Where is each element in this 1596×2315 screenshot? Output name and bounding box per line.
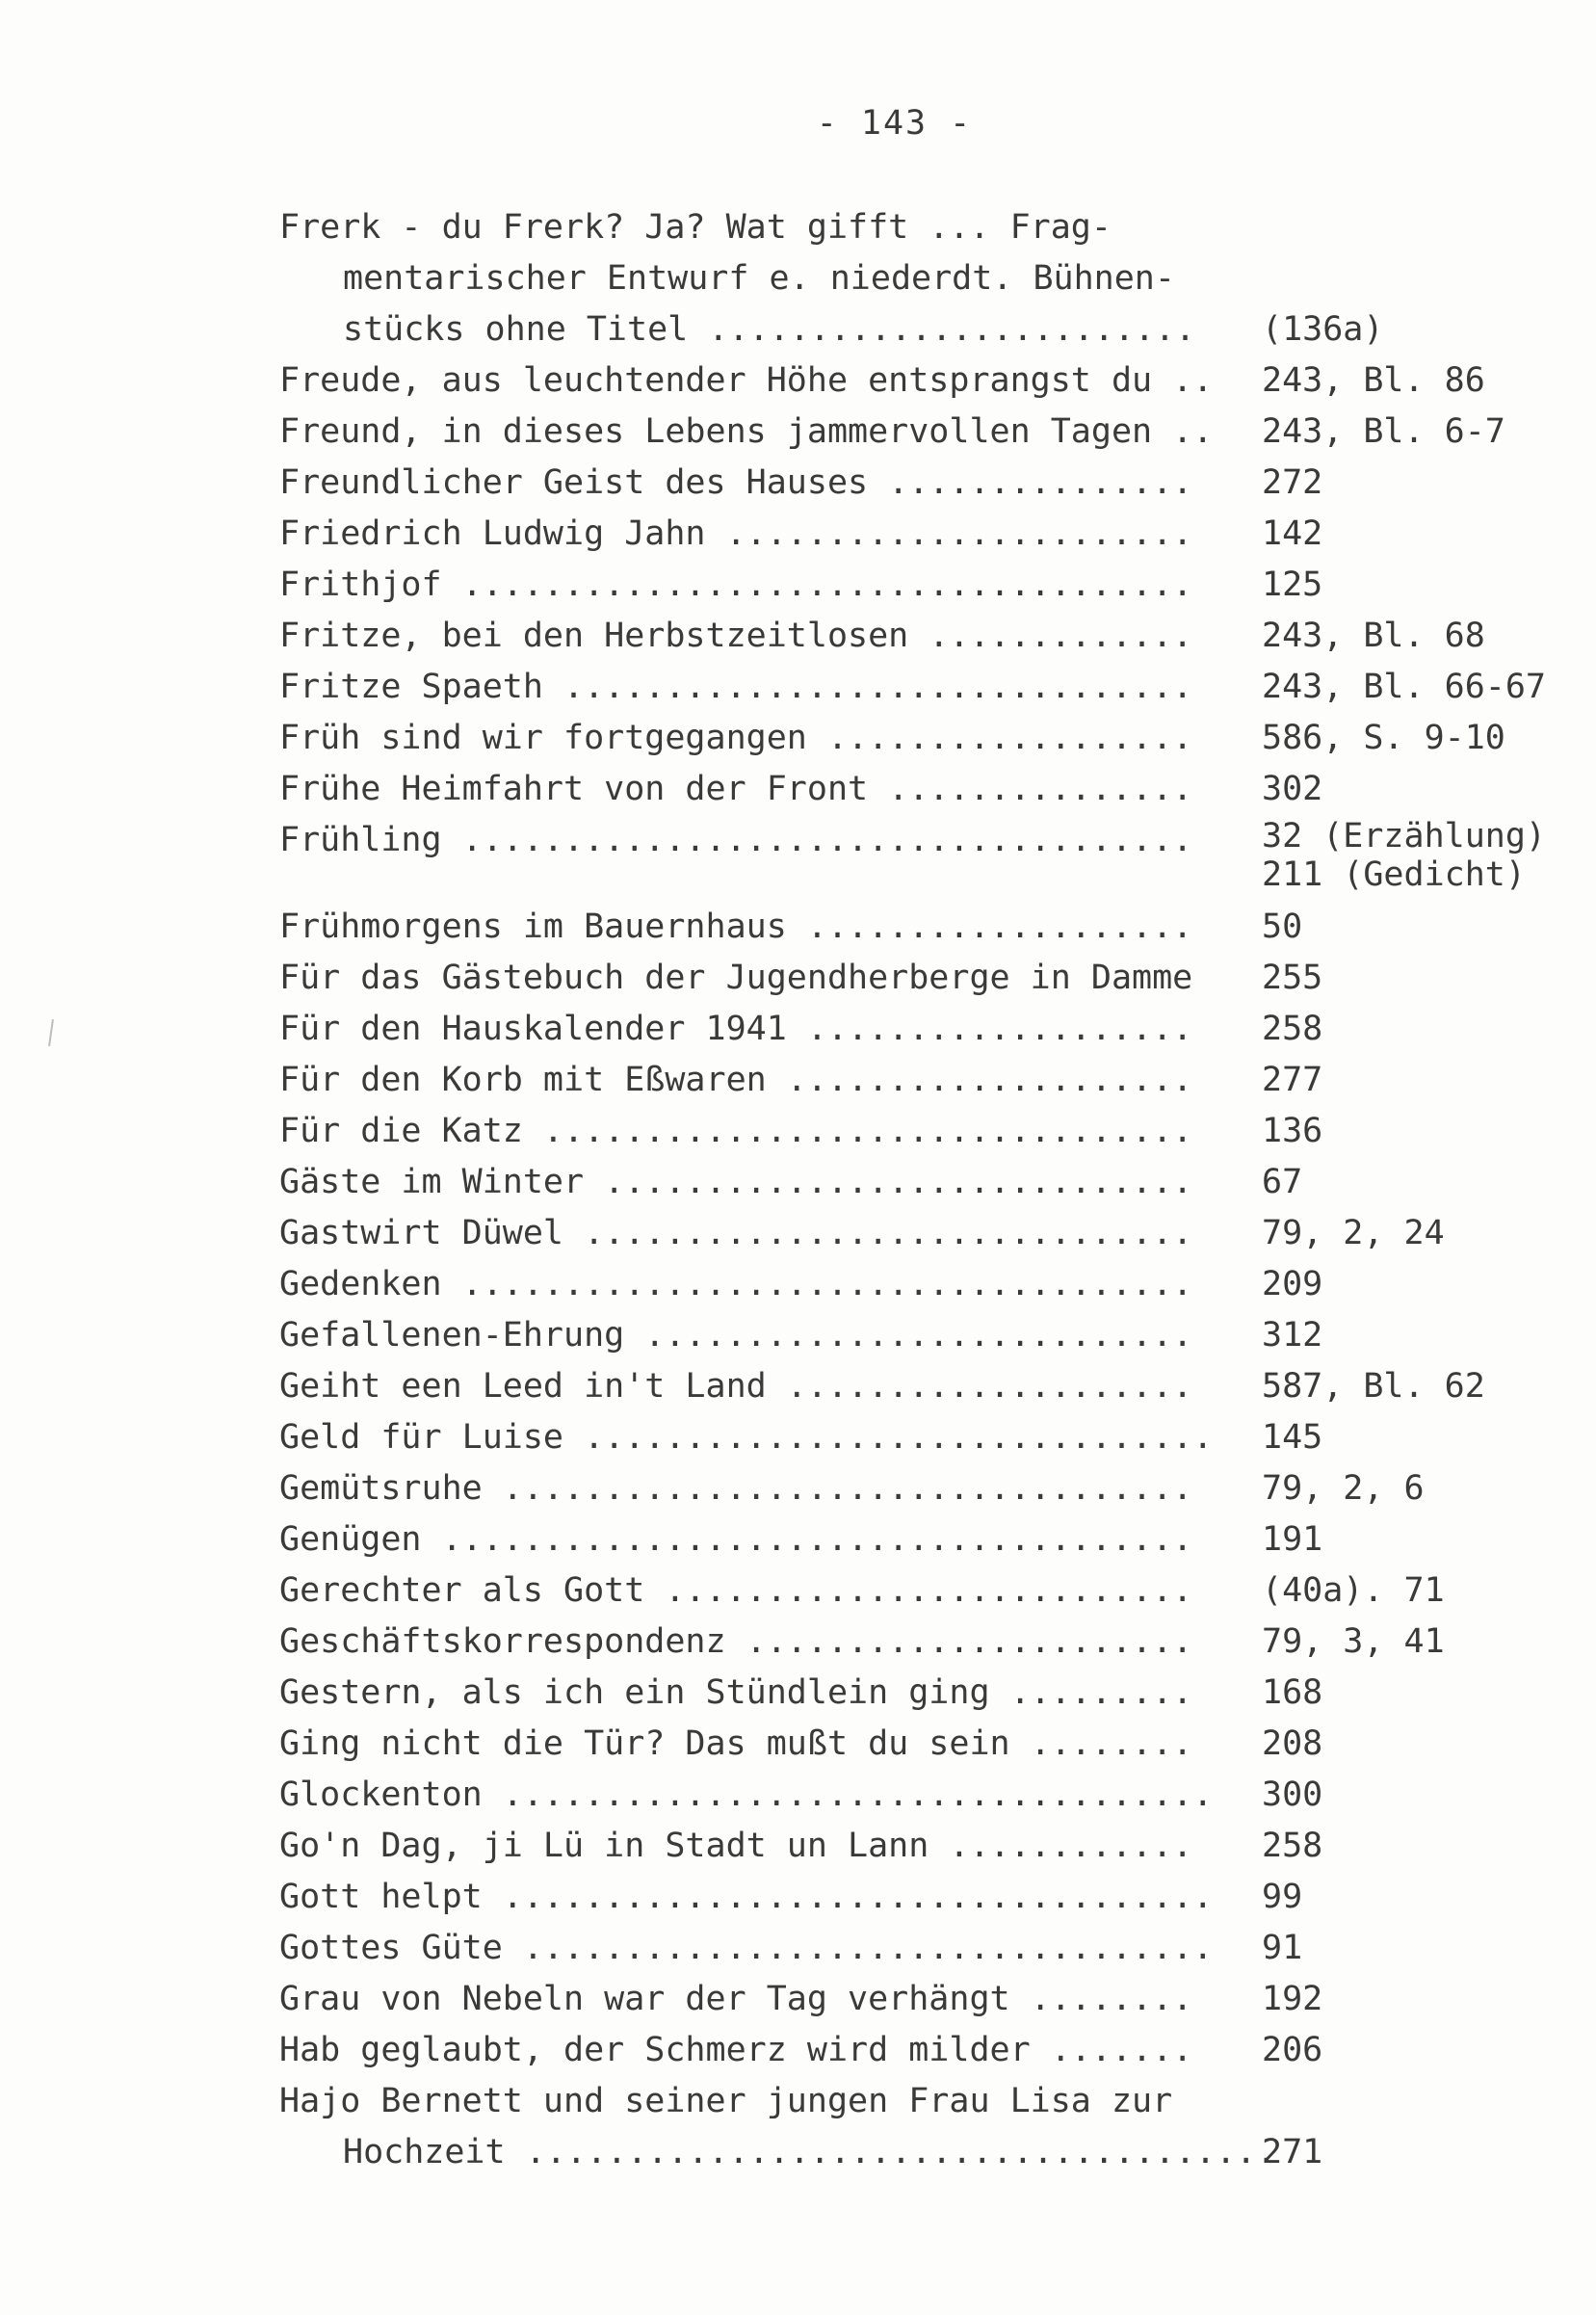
index-entry bbox=[279, 1361, 1570, 1412]
entry-reference-value: 168 bbox=[1262, 1673, 1323, 1712]
entry-title-line bbox=[279, 1923, 1570, 1974]
entry-reference bbox=[1262, 509, 1322, 560]
entry-title-line bbox=[279, 1514, 1570, 1565]
entry-title: Go'n Dag, ji Lü in Stadt un Lann ............ bbox=[279, 1827, 1193, 1865]
index-entry bbox=[279, 2025, 1570, 2076]
entry-reference-value: 79, 2, 24 bbox=[1262, 1214, 1445, 1252]
entry-continuation-line bbox=[279, 2127, 1570, 2178]
entry-reference bbox=[1262, 1004, 1322, 1055]
entry-reference-value: 243, Bl. 66-67 bbox=[1262, 668, 1547, 706]
entry-title-line bbox=[279, 1157, 1570, 1208]
entry-title: Für das Gästebuch der Jugendherberge in Damme bbox=[279, 959, 1193, 997]
entry-title: Frühe Heimfahrt von der Front ............... bbox=[279, 770, 1193, 808]
index-entry bbox=[279, 1310, 1570, 1361]
entry-reference bbox=[1262, 1617, 1445, 1668]
entry-reference bbox=[1262, 1310, 1322, 1361]
entry-title-line bbox=[279, 611, 1570, 662]
index-entry bbox=[279, 202, 1570, 355]
entry-reference-value: 79, 3, 41 bbox=[1262, 1622, 1445, 1661]
index-entry bbox=[279, 1974, 1570, 2025]
entry-title-line bbox=[279, 1361, 1570, 1412]
entry-reference bbox=[1262, 1157, 1302, 1208]
entry-title: Frühling .................................... bbox=[279, 821, 1193, 859]
entry-title-line bbox=[279, 355, 1570, 407]
entry-title-line bbox=[279, 560, 1570, 611]
entry-reference-value: 302 bbox=[1262, 770, 1323, 808]
entry-reference-value-secondary: 211 (Gedicht) bbox=[1262, 855, 1526, 894]
entry-title: Für den Korb mit Eßwaren .................... bbox=[279, 1061, 1193, 1099]
entry-title-line bbox=[279, 407, 1570, 458]
entry-reference bbox=[1262, 1463, 1425, 1514]
entry-title-line bbox=[279, 1668, 1570, 1719]
entry-title-line bbox=[279, 509, 1570, 560]
entry-reference-value: 586, S. 9-10 bbox=[1262, 719, 1505, 757]
entry-reference bbox=[1262, 304, 1383, 355]
entry-reference-value: 125 bbox=[1262, 566, 1323, 604]
entry-reference-value: 136 bbox=[1262, 1112, 1323, 1150]
entry-title: Frühmorgens im Bauernhaus ................... bbox=[279, 908, 1193, 946]
entry-reference bbox=[1262, 1974, 1322, 2025]
entry-title-line bbox=[279, 1463, 1570, 1514]
entry-reference bbox=[1262, 1770, 1322, 1821]
entry-reference bbox=[1262, 713, 1505, 764]
index-entry bbox=[279, 560, 1570, 611]
entry-title-line bbox=[279, 815, 1570, 902]
entry-reference bbox=[1262, 1259, 1322, 1310]
entry-reference-value: 99 bbox=[1262, 1878, 1303, 1916]
entry-reference bbox=[1262, 815, 1546, 892]
index-entry bbox=[279, 1668, 1570, 1719]
entry-reference-value: (136a) bbox=[1262, 310, 1384, 349]
entry-reference-value: 255 bbox=[1262, 959, 1323, 997]
entry-reference-value: 145 bbox=[1262, 1418, 1323, 1457]
entry-title: Glockenton ................................... bbox=[279, 1776, 1214, 1814]
entry-title-line bbox=[279, 902, 1570, 953]
entry-reference-value: 271 bbox=[1262, 2133, 1323, 2171]
entry-title-line bbox=[279, 1259, 1570, 1310]
entry-title: Ging nicht die Tür? Das mußt du sein ........ bbox=[279, 1724, 1193, 1763]
entry-reference bbox=[1262, 1412, 1322, 1463]
entry-reference-value: 587, Bl. 62 bbox=[1262, 1367, 1485, 1406]
index-entry bbox=[279, 1157, 1570, 1208]
entry-title-line bbox=[279, 764, 1570, 815]
entry-title-line bbox=[279, 2025, 1570, 2076]
entry-reference-value: 312 bbox=[1262, 1316, 1323, 1355]
entry-title: Gäste im Winter ............................. bbox=[279, 1163, 1193, 1201]
index-entry bbox=[279, 1821, 1570, 1872]
index-entry bbox=[279, 764, 1570, 815]
entry-title-line bbox=[279, 953, 1570, 1004]
index-entry bbox=[279, 1617, 1570, 1668]
index-entry bbox=[279, 2076, 1570, 2178]
entry-title-line bbox=[279, 1208, 1570, 1259]
entry-reference-value: 32 (Erzählung) bbox=[1262, 817, 1547, 855]
entry-title: Früh sind wir fortgegangen .................. bbox=[279, 719, 1193, 757]
entry-reference-value: 272 bbox=[1262, 463, 1323, 502]
index-entry bbox=[279, 1872, 1570, 1923]
entry-reference-value: 243, Bl. 86 bbox=[1262, 361, 1485, 400]
index-entry bbox=[279, 662, 1570, 713]
entry-reference-value: 50 bbox=[1262, 908, 1303, 946]
index-entry bbox=[279, 1719, 1570, 1770]
entry-title-line bbox=[279, 1719, 1570, 1770]
index-entry bbox=[279, 1565, 1570, 1617]
entry-reference bbox=[1262, 953, 1322, 1004]
index-entry bbox=[279, 509, 1570, 560]
entry-reference bbox=[1262, 1565, 1445, 1617]
entry-title-line bbox=[279, 458, 1570, 509]
index-entry bbox=[279, 1208, 1570, 1259]
entry-title: Geiht een Leed in't Land .................... bbox=[279, 1367, 1193, 1406]
entry-reference-value: 79, 2, 6 bbox=[1262, 1469, 1425, 1508]
index-entry bbox=[279, 815, 1570, 902]
entry-title: Fritze Spaeth ............................... bbox=[279, 668, 1193, 706]
index-entry bbox=[279, 713, 1570, 764]
entry-reference bbox=[1262, 458, 1322, 509]
entry-reference-value: 243, Bl. 68 bbox=[1262, 617, 1485, 655]
entry-title: Gemütsruhe .................................. bbox=[279, 1469, 1193, 1508]
entry-title-line bbox=[279, 662, 1570, 713]
entry-title-line bbox=[279, 1974, 1570, 2025]
entry-title: Gottes Güte .................................. bbox=[279, 1929, 1214, 1967]
entry-reference-value: 142 bbox=[1262, 514, 1323, 553]
index-entry bbox=[279, 1463, 1570, 1514]
entry-title: Frerk - du Frerk? Ja? Wat gifft ... Frag- bbox=[279, 208, 1112, 247]
entry-title: Hab geglaubt, der Schmerz wird milder ....... bbox=[279, 2031, 1193, 2069]
entry-reference-value: 258 bbox=[1262, 1827, 1323, 1865]
entry-title-line bbox=[279, 1106, 1570, 1157]
entry-reference bbox=[1262, 611, 1485, 662]
entry-title: Für die Katz ................................ bbox=[279, 1112, 1193, 1150]
entry-continuation-line bbox=[279, 304, 1570, 355]
entry-reference bbox=[1262, 2127, 1322, 2178]
entry-reference bbox=[1262, 764, 1322, 815]
entry-reference bbox=[1262, 407, 1505, 458]
entry-title: Fritze, bei den Herbstzeitlosen ............. bbox=[279, 617, 1193, 655]
entry-title-line bbox=[279, 713, 1570, 764]
entry-title: Geschäftskorrespondenz ...................... bbox=[279, 1622, 1193, 1661]
index-entry bbox=[279, 407, 1570, 458]
index-entry bbox=[279, 458, 1570, 509]
entry-title: Gedenken .................................... bbox=[279, 1265, 1193, 1303]
entry-title: Frithjof .................................... bbox=[279, 566, 1193, 604]
entry-reference bbox=[1262, 1106, 1322, 1157]
entry-reference-value: 300 bbox=[1262, 1776, 1323, 1814]
entry-title-line bbox=[279, 1872, 1570, 1923]
entry-title: Hochzeit ..................................... bbox=[343, 2133, 1277, 2171]
entry-title-line bbox=[279, 1004, 1570, 1055]
entry-reference-value: 192 bbox=[1262, 1980, 1323, 2018]
entry-title: Genügen ..................................... bbox=[279, 1520, 1193, 1559]
index-entry bbox=[279, 355, 1570, 407]
entry-title-line bbox=[279, 1770, 1570, 1821]
entry-reference bbox=[1262, 1923, 1302, 1974]
index-entry bbox=[279, 1770, 1570, 1821]
entry-reference-value: 258 bbox=[1262, 1010, 1323, 1048]
entry-reference bbox=[1262, 1719, 1322, 1770]
index-entry bbox=[279, 611, 1570, 662]
entry-title: Gestern, als ich ein Stündlein ging ......... bbox=[279, 1673, 1193, 1712]
entry-reference-value: 208 bbox=[1262, 1724, 1323, 1763]
index-entry bbox=[279, 902, 1570, 953]
entry-title: Gefallenen-Ehrung ........................... bbox=[279, 1316, 1193, 1355]
entry-title: Gerechter als Gott .......................... bbox=[279, 1571, 1193, 1610]
entry-title-line bbox=[279, 1821, 1570, 1872]
entry-reference bbox=[1262, 1668, 1322, 1719]
entry-reference-value: 206 bbox=[1262, 2031, 1323, 2069]
entry-title-line bbox=[279, 1055, 1570, 1106]
entry-title: Gott helpt ................................... bbox=[279, 1878, 1214, 1916]
entry-reference-value: 91 bbox=[1262, 1929, 1303, 1967]
entry-reference bbox=[1262, 1821, 1322, 1872]
entry-title-line bbox=[279, 2076, 1570, 2127]
entry-title: Hajo Bernett und seiner jungen Frau Lisa zur bbox=[279, 2082, 1173, 2120]
entry-title-line bbox=[279, 1565, 1570, 1617]
entry-title: Freund, in dieses Lebens jammervollen Tagen .. bbox=[279, 412, 1214, 451]
index-entry bbox=[279, 1004, 1570, 1055]
entry-title: Friedrich Ludwig Jahn ....................... bbox=[279, 514, 1193, 553]
entry-title: Geld für Luise ............................... bbox=[279, 1418, 1214, 1457]
entry-reference-value: (40a). 71 bbox=[1262, 1571, 1445, 1610]
entry-title: Freundlicher Geist des Hauses ............... bbox=[279, 463, 1193, 502]
entry-reference bbox=[1262, 1361, 1485, 1412]
index-entry bbox=[279, 1106, 1570, 1157]
entry-reference bbox=[1262, 2025, 1322, 2076]
entry-title: mentarischer Entwurf e. niederdt. Bühnen- bbox=[343, 259, 1175, 298]
margin-mark bbox=[48, 1019, 54, 1046]
index-entry bbox=[279, 1055, 1570, 1106]
entry-title: Gastwirt Düwel .............................. bbox=[279, 1214, 1193, 1252]
entry-reference-value: 277 bbox=[1262, 1061, 1323, 1099]
entry-title-line bbox=[279, 1617, 1570, 1668]
index-list bbox=[279, 202, 1570, 2178]
entry-title-line bbox=[279, 1310, 1570, 1361]
entry-reference bbox=[1262, 355, 1485, 407]
entry-reference bbox=[1262, 560, 1322, 611]
index-entry bbox=[279, 1259, 1570, 1310]
entry-reference bbox=[1262, 1872, 1302, 1923]
entry-reference-value: 67 bbox=[1262, 1163, 1303, 1201]
entry-reference bbox=[1262, 1208, 1445, 1259]
page-number: - 143 - bbox=[816, 104, 973, 143]
entry-reference bbox=[1262, 662, 1546, 713]
index-entry bbox=[279, 1923, 1570, 1974]
entry-reference-value: 243, Bl. 6-7 bbox=[1262, 412, 1505, 451]
entry-continuation-line bbox=[279, 253, 1570, 304]
entry-title: Grau von Nebeln war der Tag verhängt ........ bbox=[279, 1980, 1193, 2018]
entry-title: Freude, aus leuchtender Höhe entsprangst du .. bbox=[279, 361, 1214, 400]
entry-title: stücks ohne Titel ........................ bbox=[343, 310, 1196, 349]
entry-reference bbox=[1262, 1514, 1322, 1565]
entry-reference bbox=[1262, 1055, 1322, 1106]
entry-title: Für den Hauskalender 1941 ................... bbox=[279, 1010, 1193, 1048]
entry-reference bbox=[1262, 902, 1302, 953]
entry-reference-value: 191 bbox=[1262, 1520, 1323, 1559]
entry-reference-value: 209 bbox=[1262, 1265, 1323, 1303]
entry-title-line bbox=[279, 202, 1570, 253]
index-entry bbox=[279, 953, 1570, 1004]
entry-title-line bbox=[279, 1412, 1570, 1463]
index-entry bbox=[279, 1514, 1570, 1565]
index-entry bbox=[279, 1412, 1570, 1463]
